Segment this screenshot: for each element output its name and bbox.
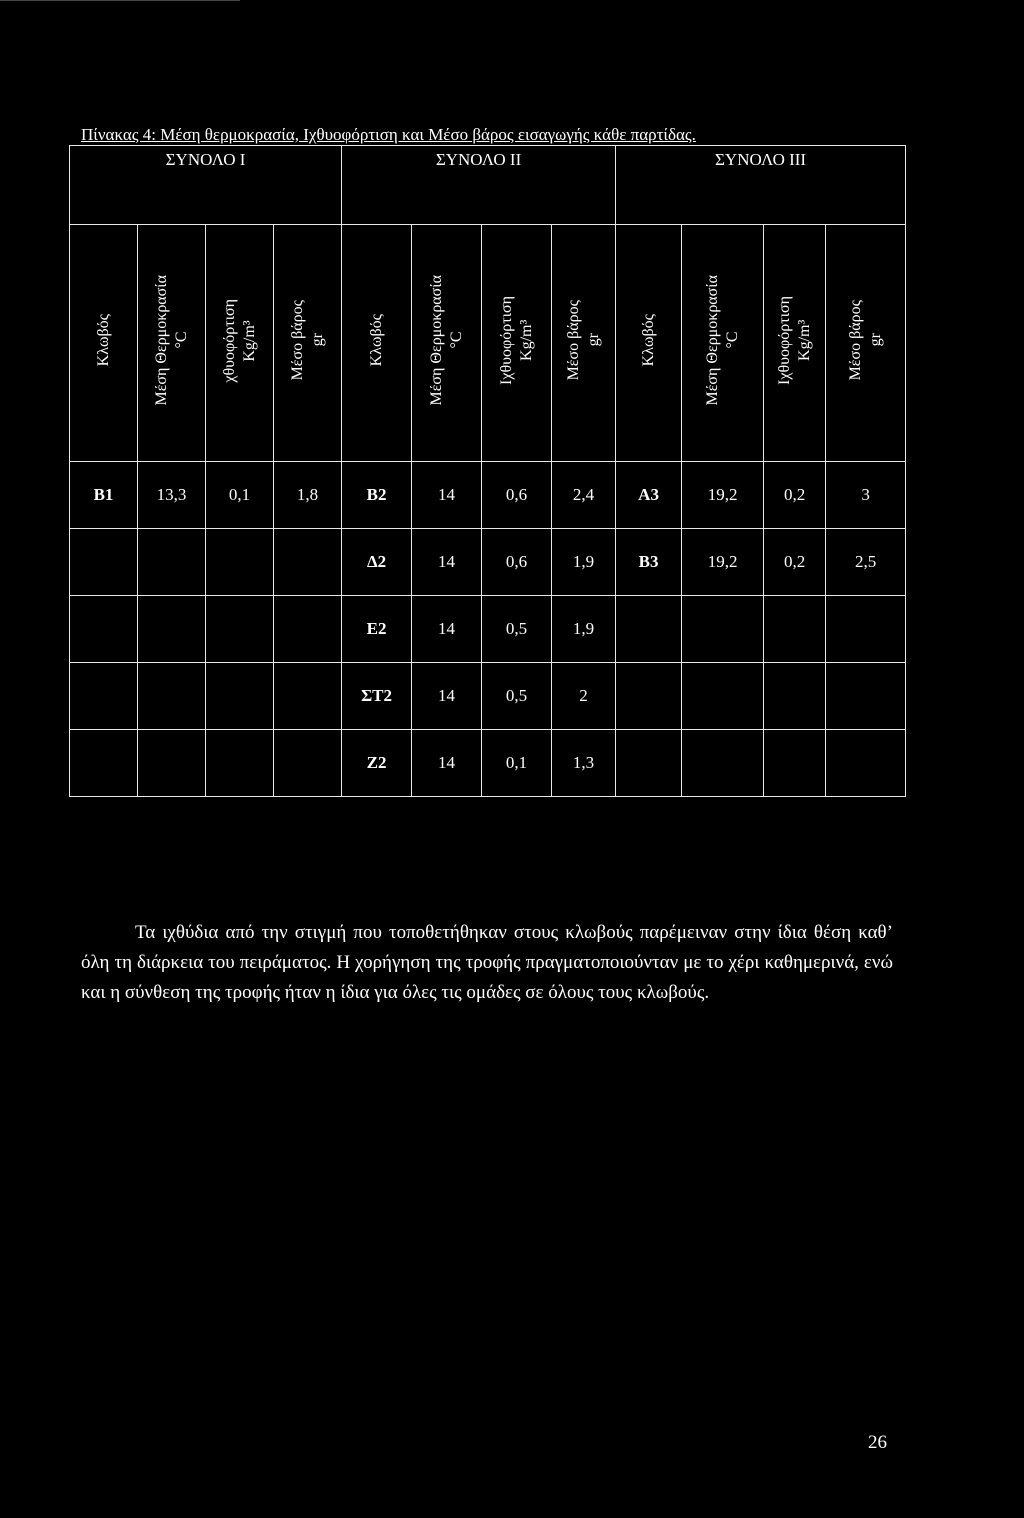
table-cell — [138, 663, 206, 730]
table-cell: 3 — [826, 462, 906, 529]
table-cell — [616, 596, 682, 663]
column-header — [342, 225, 412, 462]
body-paragraph — [81, 918, 893, 1008]
table-cell: Ε2 — [342, 596, 412, 663]
top-rule — [0, 0, 240, 1]
table-row — [70, 663, 906, 730]
table-row — [70, 596, 906, 663]
table-cell — [764, 730, 826, 797]
column-header-row — [70, 225, 906, 462]
column-header-label: Μέση Θερμοκρασία °C — [427, 275, 465, 406]
table-cell — [206, 730, 274, 797]
paragraph-text: Τα ιχθύδια από την στιγμή που τοποθετήθηκαν στους κλωβούς παρέμειναν στην ίδια θέση καθ’ όλη τη διάρκεια του πειράματος. Η χορήγηση της τροφής πραγματοποιούνταν με το χέρι καθημερινά, ενώ και η σύνθεση της τροφής ήταν η ίδια για όλες τις ομάδες σε όλους τους κλωβούς. — [81, 922, 893, 1003]
table-cell — [764, 663, 826, 730]
column-header-label: Μέσο βάρος gr — [846, 300, 884, 381]
table-cell: 0,5 — [482, 663, 552, 730]
table-cell: Β1 — [70, 462, 138, 529]
table-cell — [616, 730, 682, 797]
results-table — [69, 145, 906, 797]
table-cell: 1,8 — [274, 462, 342, 529]
table-cell: 14 — [412, 663, 482, 730]
table-cell — [826, 596, 906, 663]
column-header-label: Μέση Θερμοκρασία °C — [703, 275, 741, 406]
table-cell: 13,3 — [138, 462, 206, 529]
page-number: 26 — [868, 1432, 887, 1453]
column-header — [482, 225, 552, 462]
table-cell — [206, 596, 274, 663]
table-cell: Δ2 — [342, 529, 412, 596]
table-cell — [70, 596, 138, 663]
table-cell: 0,5 — [482, 596, 552, 663]
sets-row — [70, 146, 906, 225]
table-cell: Β3 — [616, 529, 682, 596]
table-cell — [274, 529, 342, 596]
table-row — [70, 730, 906, 797]
table-cell: 14 — [412, 529, 482, 596]
column-header-label: Ιχθυοφόρτιση Kg/m³ — [497, 296, 535, 385]
table-cell: Β2 — [342, 462, 412, 529]
table-cell — [206, 529, 274, 596]
table-cell: 0,1 — [206, 462, 274, 529]
table-cell: Α3 — [616, 462, 682, 529]
caption-text: Μέση θερμοκρασία, Ιχθυοφόρτιση και Μέσο βάρος εισαγωγής κάθε παρτίδας. — [160, 125, 696, 144]
column-header-label: χθυοφόρτιση Kg/m³ — [220, 298, 258, 383]
table-cell: 1,3 — [552, 730, 616, 797]
table-cell: 0,2 — [764, 462, 826, 529]
column-header — [70, 225, 138, 462]
set-header: ΣΥΝΟΛΟ Ι — [70, 146, 342, 225]
table-cell — [274, 596, 342, 663]
table-cell: ΣΤ2 — [342, 663, 412, 730]
set-header: ΣΥΝΟΛΟ ΙΙΙ — [616, 146, 906, 225]
column-header-label: Μέση Θερμοκρασία °C — [152, 275, 190, 406]
column-header-label: Κλωβός — [94, 314, 112, 367]
table-cell — [682, 663, 764, 730]
column-header — [826, 225, 906, 462]
column-header — [552, 225, 616, 462]
table-cell: 14 — [412, 730, 482, 797]
table-cell — [70, 529, 138, 596]
table-body — [70, 462, 906, 797]
table-cell — [138, 730, 206, 797]
set-header: ΣΥΝΟΛΟ ΙΙ — [342, 146, 616, 225]
table-cell: 0,2 — [764, 529, 826, 596]
table-cell — [682, 730, 764, 797]
table-cell — [274, 663, 342, 730]
table-cell — [70, 663, 138, 730]
table-row — [70, 462, 906, 529]
table-cell: 0,1 — [482, 730, 552, 797]
column-header-label: Μέσο βάρος gr — [288, 300, 326, 381]
table-cell — [138, 529, 206, 596]
table-cell: 0,6 — [482, 529, 552, 596]
table-row — [70, 529, 906, 596]
table-cell — [616, 663, 682, 730]
column-header-label: Κλωβός — [367, 314, 385, 367]
table-cell — [682, 596, 764, 663]
table-cell: 1,9 — [552, 596, 616, 663]
table-cell: 1,9 — [552, 529, 616, 596]
table-cell: 19,2 — [682, 529, 764, 596]
table-cell — [826, 730, 906, 797]
table-cell — [70, 730, 138, 797]
column-header — [412, 225, 482, 462]
table-cell: 0,6 — [482, 462, 552, 529]
table-cell: 14 — [412, 596, 482, 663]
table-cell — [826, 663, 906, 730]
table-cell — [764, 596, 826, 663]
table-cell: 2,5 — [826, 529, 906, 596]
table-cell — [206, 663, 274, 730]
column-header — [206, 225, 274, 462]
table-cell: 14 — [412, 462, 482, 529]
table-cell: 2 — [552, 663, 616, 730]
caption-prefix: Πίνακας 4: — [81, 125, 161, 144]
column-header — [682, 225, 764, 462]
column-header — [764, 225, 826, 462]
table-cell: Ζ2 — [342, 730, 412, 797]
column-header — [616, 225, 682, 462]
column-header-label: Ιχθυοφόρτιση Kg/m³ — [775, 296, 813, 385]
table-cell: 19,2 — [682, 462, 764, 529]
table-cell — [138, 596, 206, 663]
column-header — [138, 225, 206, 462]
column-header — [274, 225, 342, 462]
column-header-label: Μέσο βάρος gr — [564, 300, 602, 381]
table-caption — [81, 124, 941, 146]
table-cell: 2,4 — [552, 462, 616, 529]
table-cell — [274, 730, 342, 797]
column-header-label: Κλωβός — [639, 314, 657, 367]
